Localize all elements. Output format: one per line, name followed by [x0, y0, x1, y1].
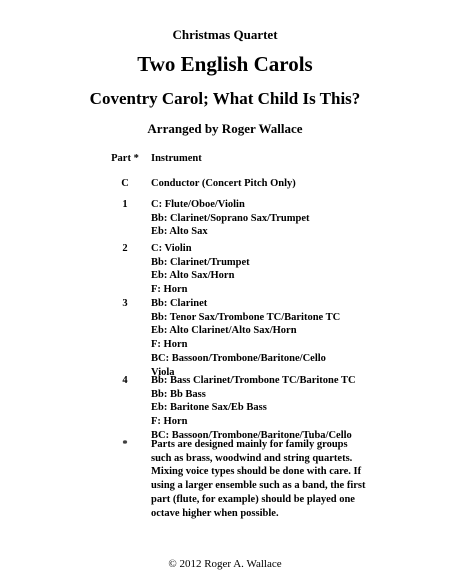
series-title: Christmas Quartet	[172, 27, 278, 42]
instrument-line: C: Violin	[151, 243, 192, 254]
subtitle: Coventry Carol; What Child Is This?	[89, 89, 361, 108]
page-title: Two English Carols	[137, 52, 313, 76]
instrument-line: C: Flute/Oboe/Violin	[151, 199, 245, 210]
instrument-line: F: Horn	[151, 416, 188, 428]
instrument-line: Eb: Alto Sax	[151, 226, 208, 238]
instrument-line: Conductor (Concert Pitch Only)	[151, 178, 296, 189]
instrument-list	[151, 438, 391, 520]
column-header-part: Part *	[111, 153, 139, 164]
instrument-line: BC: Bassoon/Trombone/Baritone/Tuba/Cello	[151, 429, 352, 441]
instrument-list	[151, 242, 391, 297]
instrument-list	[151, 198, 391, 239]
instrument-line: Bb: Bb Bass	[151, 388, 206, 400]
instrument-line: Eb: Alto Clarinet/Alto Sax/Horn	[151, 325, 297, 337]
instrument-list	[151, 297, 391, 379]
instrument-line: F: Horn	[151, 339, 188, 351]
part-label: 1	[122, 199, 128, 210]
copyright-footer: © 2012 Roger A. Wallace	[168, 558, 282, 570]
arranger-credit: Arranged by Roger Wallace	[147, 121, 303, 136]
column-header-instrument: Instrument	[151, 153, 202, 164]
instrument-line: Eb: Alto Sax/Horn	[151, 270, 235, 282]
note-marker: *	[122, 439, 128, 450]
footnote-text: Parts are designed mainly for family groups such as brass, woodwind and string quartets. Mixing voice types should be done with care. If using a larger ensemble such as a band, the first part (flute, for example) should be played one octave higher when possible.	[151, 439, 366, 519]
instrument-line: Bb: Clarinet	[151, 298, 208, 309]
instrument-line: Viola	[151, 366, 175, 378]
part-label: C	[121, 178, 129, 189]
instrument-line: Eb: Baritone Sax/Eb Bass	[151, 402, 267, 414]
instrument-line: Bb: Clarinet/Trumpet	[151, 256, 250, 268]
part-label: 4	[122, 375, 128, 386]
instrument-line: Bb: Clarinet/Soprano Sax/Trumpet	[151, 212, 310, 224]
instrument-line: Bb: Tenor Sax/Trombone TC/Baritone TC	[151, 311, 341, 323]
instrument-list	[151, 374, 391, 443]
part-label: 2	[122, 243, 128, 254]
instrument-line: BC: Bassoon/Trombone/Baritone/Cello	[151, 352, 326, 364]
instrument-line: Bb: Bass Clarinet/Trombone TC/Baritone TC	[151, 375, 356, 386]
part-label: 3	[122, 298, 128, 309]
instrument-line: F: Horn	[151, 284, 188, 296]
instrument-list	[151, 177, 391, 191]
